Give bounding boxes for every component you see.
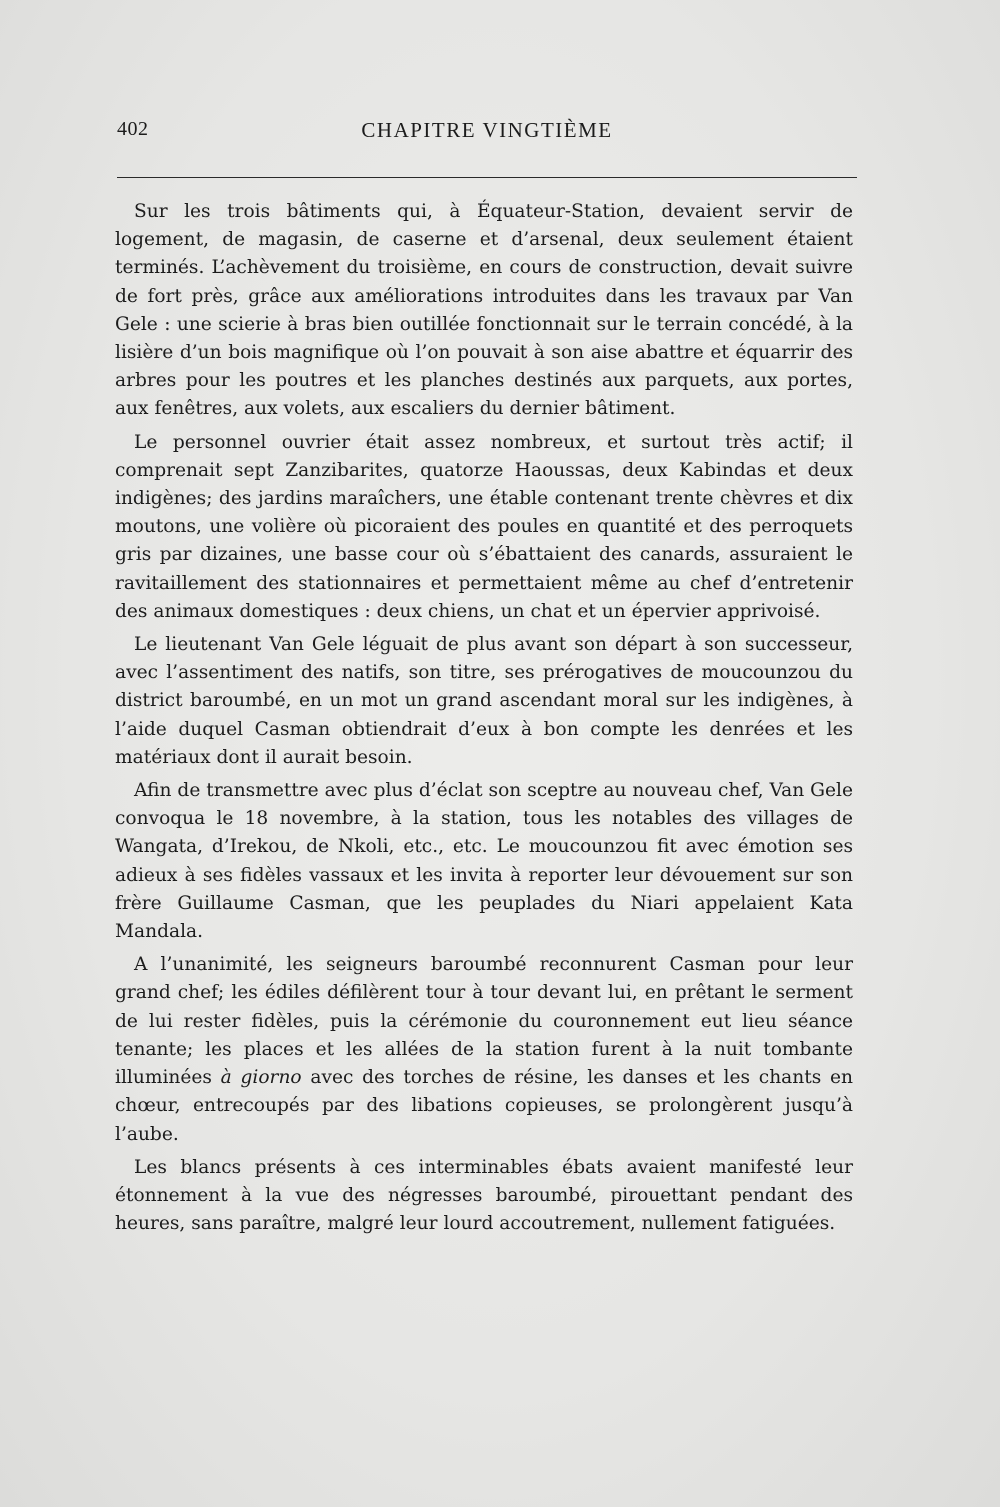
paragraph-3: Le lieutenant Van Gele léguait de plus avant son départ à son successeur, avec l’assentiment des natifs, son titre, ses prérogatives de moucounzou du district baroumbé, en un mot un grand ascendant moral sur les indigènes, à l’aide duquel Casman obtiendrait d’eux à bon compte les denrées et les matériaux dont il aurait besoin. (115, 634, 853, 768)
page-header (117, 116, 857, 148)
paragraph-6: Les blancs présents à ces interminables ébats avaient manifesté leur étonnement à la vue des négresses baroumbé, pirouettant pendant des heures, sans paraître, malgré leur lourd accoutrement, nullement fatiguées. (115, 1156, 853, 1235)
running-title: CHAPITRE VINGTIÈME (361, 118, 613, 142)
paragraph-1: Sur les trois bâtiments qui, à Équateur-Station, devaient servir de logement, de magasin, de caserne et d’arsenal, deux seulement étaient terminés. L’achèvement du troisième, en cours de construction, devait suivre de fort près, grâce aux améliorations introduites dans les travaux par Van Gele : une scierie à bras bien outillée fonctionnait sur le terrain concédé, à la lisière d’un bois magnifique où l’on pouvait à son aise abattre et équarrir des arbres pour les poutres et les planches destinés aux parquets, aux portes, aux fenêtres, aux volets, aux escaliers du dernier bâtiment. (115, 201, 853, 420)
paragraph-4: Afin de transmettre avec plus d’éclat son sceptre au nouveau chef, Van Gele convoqua le 18 novembre, à la station, tous les notables des villages de Wangata, d’Irekou, de Nkoli, etc., etc. Le moucounzou fit avec émotion ses adieux à ses fidèles vassaux et les invita à reporter leur dévouement sur son frère Guillaume Casman, que les peuplades du Niari appelaient Kata Mandala. (115, 780, 853, 943)
paragraph-5-text-after: avec des torches de résine, les danses et les chants en chœur, entrecoupés par des libations copieuses, se prolongèrent jusqu’à l’aube. (115, 1067, 853, 1145)
paragraph-5-italic-phrase: à giorno (220, 1067, 302, 1089)
paragraph-5-text-before: A l’unanimité, les seigneurs baroumbé reconnurent Casman pour leur grand chef; les édiles défilèrent tour à tour devant lui, en prêtant le serment de lui rester fidèles, puis la cérémonie du couronnement eut lieu séance tenante; les places et les allées de la station furent à la nuit tombante illuminées (115, 954, 853, 1089)
paragraph-5 (115, 951, 853, 1148)
body-text (115, 198, 853, 1243)
paragraph-2: Le personnel ouvrier était assez nombreux, et surtout très actif; il comprenait sept Zanzibarites, quatorze Haoussas, deux Kabindas et deux indigènes; des jardins maraîchers, une étable contenant trente chèvres et dix moutons, une volière où picoraient des poules en quantité et des perroquets gris par dizaines, une basse cour où s’ébattaient des canards, assuraient le ravitaillement des stationnaires et permettaient même au chef d’entretenir des animaux domestiques : deux chiens, un chat et un épervier apprivoisé. (115, 431, 853, 622)
page-number: 402 (117, 118, 149, 140)
header-rule (117, 177, 857, 178)
